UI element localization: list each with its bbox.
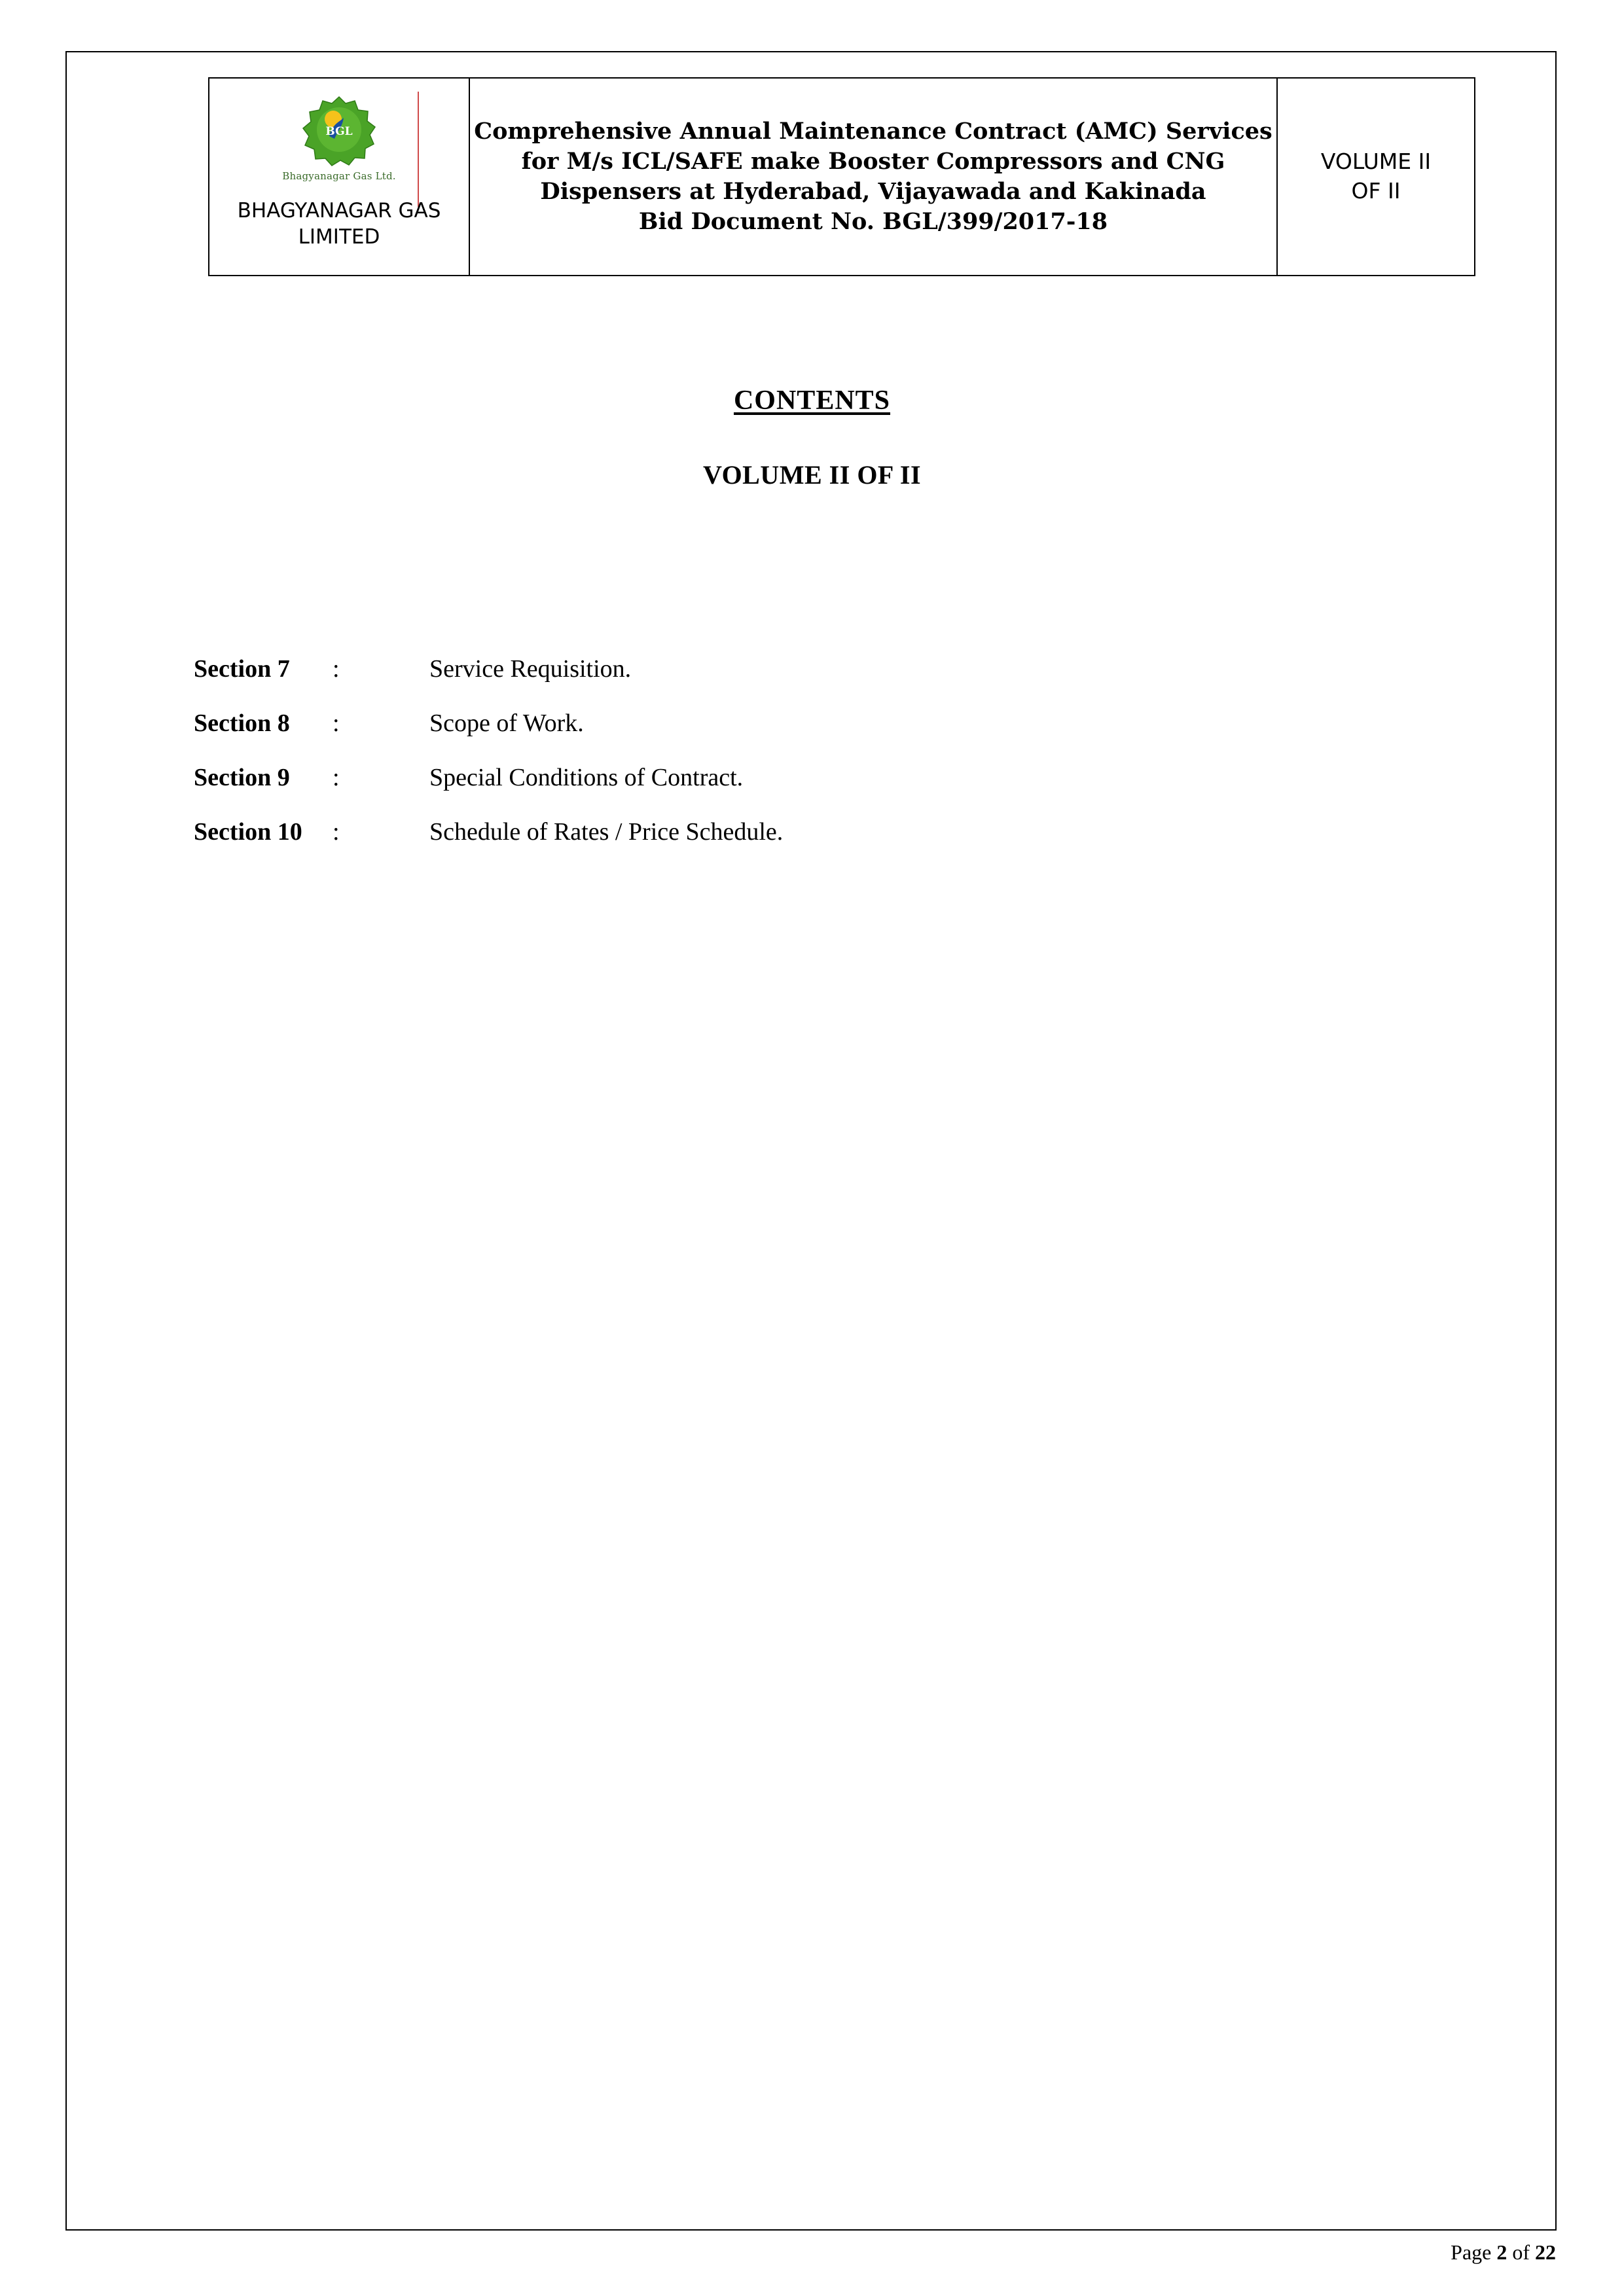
header-volume-label: VOLUME II OF II bbox=[1320, 149, 1432, 204]
company-logo bbox=[274, 96, 405, 182]
section-title: Special Conditions of Contract. bbox=[429, 764, 744, 791]
list-item bbox=[194, 817, 1307, 872]
logo-wrap bbox=[209, 79, 469, 275]
volume-heading: VOLUME II OF II bbox=[702, 460, 922, 490]
header-title-cell bbox=[469, 78, 1277, 276]
section-title: Scope of Work. bbox=[429, 709, 584, 737]
header-row bbox=[209, 78, 1475, 276]
footer-total-pages: 22 bbox=[1535, 2240, 1556, 2264]
section-label: Section 10 bbox=[194, 818, 302, 846]
document-header-table bbox=[208, 77, 1475, 276]
section-title: Schedule of Rates / Price Schedule. bbox=[429, 818, 784, 846]
section-label: Section 9 bbox=[194, 764, 290, 791]
section-label: Section 8 bbox=[194, 709, 290, 737]
logo-divider bbox=[418, 92, 419, 207]
header-bid-document-no: Bid Document No. BGL/399/2017-18 bbox=[638, 208, 1108, 236]
section-label: Section 7 bbox=[194, 655, 290, 683]
company-name: BHAGYANAGAR GAS LIMITED bbox=[237, 199, 441, 249]
logo-caption: Bhagyanagar Gas Ltd. bbox=[282, 170, 396, 182]
svg-text:BGL: BGL bbox=[325, 125, 353, 138]
footer-page-word: Page bbox=[1451, 2240, 1492, 2264]
section-colon: : bbox=[333, 764, 340, 791]
contents-heading bbox=[0, 385, 1624, 416]
section-title: Service Requisition. bbox=[429, 655, 632, 683]
footer-page-number: 2 bbox=[1496, 2240, 1507, 2264]
footer-of-word: of bbox=[1512, 2240, 1530, 2264]
section-colon: : bbox=[333, 818, 340, 846]
header-volume-cell bbox=[1277, 78, 1475, 276]
bgl-badge-icon bbox=[299, 96, 379, 169]
page-footer bbox=[1451, 2240, 1556, 2265]
header-logo-cell bbox=[209, 78, 469, 276]
contents-heading-text: CONTENTS bbox=[733, 386, 891, 416]
section-list bbox=[194, 655, 1307, 872]
list-item bbox=[194, 763, 1307, 817]
section-colon: : bbox=[333, 709, 340, 737]
section-colon: : bbox=[333, 655, 340, 683]
list-item bbox=[194, 655, 1307, 709]
header-title: Comprehensive Annual Maintenance Contract (AMC) Services for M/s ICL/SAFE make Booster Compressors and CNG Dispensers at Hyderabad, Vijayawada and Kakinada bbox=[474, 117, 1272, 205]
list-item bbox=[194, 709, 1307, 763]
page-border bbox=[65, 51, 1557, 2231]
